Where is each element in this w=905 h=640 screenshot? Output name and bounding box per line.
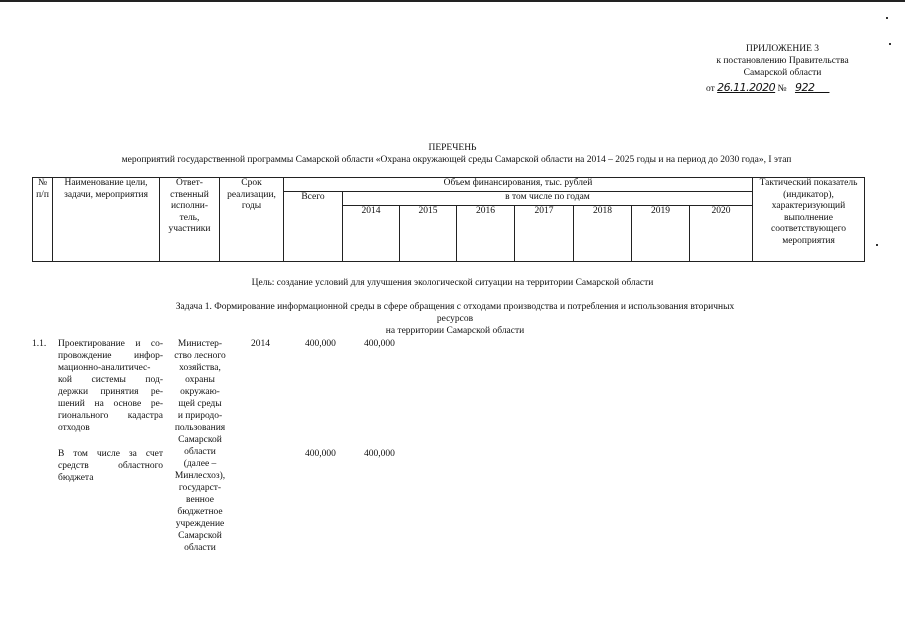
text-line: мационно-аналитичес- (58, 363, 151, 373)
appendix-title: ПРИЛОЖЕНИЕ 3 (745, 44, 820, 54)
measures-table-header (32, 177, 865, 262)
col-term-header: Срок реализации, годы (220, 178, 284, 262)
appendix-decree-line: к постановлению Правительства (716, 56, 849, 66)
text-line: учреждение (175, 519, 225, 529)
handwritten-date: 26.11.2020 (717, 81, 776, 94)
task-statement (160, 301, 750, 337)
from-label: от (706, 84, 715, 94)
col-indicator-header: Тактический показатель (индикатор), характеризующий выполнение соответствующего мероприятия (753, 178, 865, 262)
subitem-name (58, 448, 163, 484)
text-line: (далее – (183, 459, 217, 469)
page-top-edge-line (0, 0, 905, 2)
text-line: Минлесхоз), (174, 471, 226, 481)
number-label: № (777, 84, 787, 94)
text-line: гионального кадастра (58, 411, 163, 421)
text-line: щей среды (178, 399, 222, 409)
year-header: 2015 (400, 206, 457, 262)
col-by-years-header: в том числе по годам (343, 192, 753, 206)
subitem-funding-2014: 400,000 (364, 449, 395, 459)
appendix-header (695, 43, 870, 79)
text-line: провождение инфор- (58, 351, 163, 361)
col-funding-header: Объем финансирования, тыс. рублей (284, 178, 753, 192)
implementation-term: 2014 (251, 339, 270, 349)
text-line: шений на основе ре- (58, 399, 163, 409)
year-header: 2019 (632, 206, 690, 262)
title-subheading: мероприятий государственной программы Самарской области «Охрана окружающей среды Самарской области на 2014 – 2025 годы и на период до 2030 года», I этап (121, 154, 792, 165)
appendix-date-number (706, 81, 829, 96)
scan-speck (886, 17, 888, 19)
text-line: венное (186, 495, 214, 505)
funding-2014: 400,000 (364, 339, 395, 349)
document-title (0, 143, 905, 167)
goal-statement: Цель: создание условий для улучшения экологической ситуации на территории Самарской области (251, 278, 654, 288)
year-header: 2020 (690, 206, 753, 262)
col-responsible-header: Ответ-ственный исполни-тель, участники (160, 178, 220, 262)
subitem-total-funding: 400,000 (305, 449, 336, 459)
responsible-executor (165, 338, 235, 554)
text-line: охраны (185, 375, 215, 385)
text-line: кой системы под- (58, 375, 163, 385)
text-line: окружаю- (180, 387, 220, 397)
text-line: Проектирование и со- (58, 339, 163, 349)
text-line: держки принятия ре- (58, 387, 163, 397)
text-line: Самарской (178, 435, 222, 445)
col-total-header: Всего (284, 192, 343, 262)
task-line: Задача 1. Формирование информационной среды в сфере обращения с отходами производства и потребления и использования вторичных ресурсов (175, 302, 735, 324)
text-line: Министер- (177, 339, 223, 349)
text-line: бюджета (58, 473, 94, 483)
scan-speck (876, 244, 878, 246)
year-header: 2016 (457, 206, 515, 262)
text-line: и природо- (177, 411, 223, 421)
title-heading: ПЕРЕЧЕНЬ (428, 143, 477, 153)
text-line: В том числе за счет (58, 449, 163, 459)
appendix-region-line: Самарской области (743, 68, 822, 78)
text-line: области (184, 543, 216, 553)
item-number: 1.1. (32, 339, 47, 349)
col-name-header: Наименование цели, задачи, мероприятия (53, 178, 160, 262)
text-line: ство лесного (174, 351, 226, 361)
text-line: государст- (178, 483, 222, 493)
text-line: области (184, 447, 216, 457)
total-funding: 400,000 (305, 339, 336, 349)
handwritten-number: 922 (794, 81, 815, 94)
year-header: 2018 (574, 206, 632, 262)
text-line: бюджетное (177, 507, 223, 517)
text-line: средств областного (58, 461, 163, 471)
year-header: 2017 (515, 206, 574, 262)
scan-speck (889, 43, 891, 45)
text-line: отходов (58, 423, 90, 433)
text-line: Самарской (178, 531, 222, 541)
task-line: на территории Самарской области (385, 326, 525, 336)
text-line: хозяйства, (179, 363, 221, 373)
year-header: 2014 (343, 206, 400, 262)
text-line: пользования (174, 423, 226, 433)
col-num-header: № п/п (33, 178, 53, 262)
item-name (58, 338, 163, 434)
